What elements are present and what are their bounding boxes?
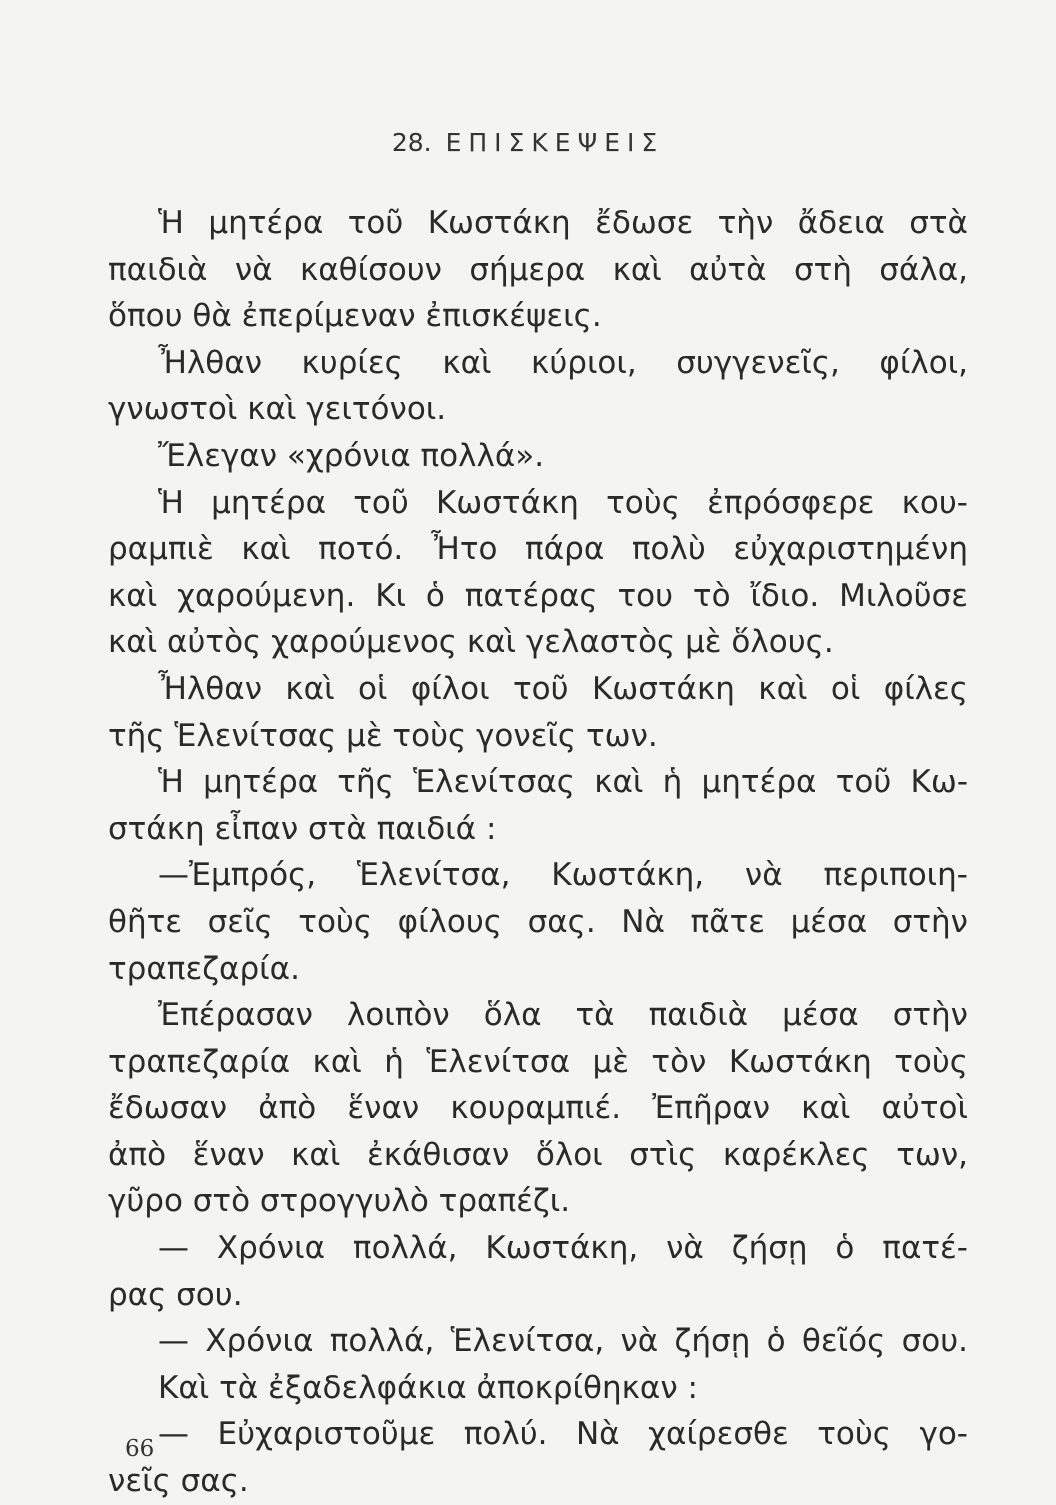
chapter-title: ΕΠΙΣΚΕΨΕΙΣ xyxy=(445,128,665,157)
text-line: ἀπὸ ἕναν καὶ ἐκάθισαν ὅλοι στὶς καρέκλες των, xyxy=(108,1136,968,1173)
text-line: παιδιὰ νὰ καθίσουν σήμερα καὶ αὐτὰ στὴ σάλα, xyxy=(108,251,968,288)
text-line: ὅπου θὰ ἐπερίμεναν ἐπισκέψεις. xyxy=(108,298,602,335)
chapter-number: 28. xyxy=(391,128,432,157)
chapter-heading xyxy=(0,128,1056,157)
text-line: γῦρο στὸ στρογγυλὸ τραπέζι. xyxy=(108,1183,571,1220)
text-line: —Ἐμπρός, Ἑλενίτσα, Κωστάκη, νὰ περιποιη- xyxy=(158,857,968,894)
text-line: καὶ χαρούμενη. Κι ὁ πατέρας του τὸ ἴδιο. Μιλοῦσε xyxy=(108,577,968,614)
text-line: — Χρόνια πολλά, Κωστάκη, νὰ ζήσῃ ὁ πατέ- xyxy=(158,1230,968,1267)
body-text xyxy=(108,200,968,1505)
text-line: γνωστοὶ καὶ γειτόνοι. xyxy=(108,391,447,428)
text-line: — Εὐχαριστοῦμε πολύ. Νὰ χαίρεσθε τοὺς γο- xyxy=(158,1416,968,1453)
text-line: Ἡ μητέρα τοῦ Κωστάκη ἔδωσε τὴν ἄδεια στὰ xyxy=(158,205,968,241)
text-line: Ἡ μητέρα τοῦ Κωστάκη τοὺς ἐπρόσφερε κου- xyxy=(158,484,968,521)
text-line: τῆς Ἑλενίτσας μὲ τοὺς γονεῖς των. xyxy=(108,717,658,754)
text-line: ραμπιὲ καὶ ποτό. Ἦτο πάρα πολὺ εὐχαριστημένη xyxy=(108,531,968,568)
text-line: ἔδωσαν ἀπὸ ἕναν κουραμπιέ. Ἐπῆραν καὶ αὐτοὶ xyxy=(108,1090,968,1127)
text-line: ρας σου. xyxy=(108,1276,243,1313)
text-line: Ἔλεγαν «χρόνια πολλά». xyxy=(158,437,545,474)
text-line: Ἐπέρασαν λοιπὸν ὅλα τὰ παιδιὰ μέσα στὴν xyxy=(158,997,968,1034)
text-line: Καὶ τὰ ἐξαδελφάκια ἀποκρίθηκαν : xyxy=(158,1369,698,1406)
text-line: θῆτε σεῖς τοὺς φίλους σας. Νὰ πᾶτε μέσα στὴν xyxy=(108,903,968,940)
text-line: Ἦλθαν κυρίες καὶ κύριοι, συγγενεῖς, φίλοι, xyxy=(158,344,968,381)
page-number: 66 xyxy=(125,1436,155,1462)
text-line: Ἡ μητέρα τῆς Ἑλενίτσας καὶ ἡ μητέρα τοῦ Κω- xyxy=(158,764,968,801)
text-line: νεῖς σας. xyxy=(108,1463,249,1500)
text-line: τραπεζαρία. xyxy=(108,950,300,987)
text-line: τραπεζαρία καὶ ἡ Ἑλενίτσα μὲ τὸν Κωστάκη τοὺς xyxy=(108,1043,968,1080)
text-line: καὶ αὐτὸς χαρούμενος καὶ γελαστὸς μὲ ὅλους. xyxy=(108,624,834,661)
text-line: — Χρόνια πολλά, Ἑλενίτσα, νὰ ζήσῃ ὁ θεῖός σου. xyxy=(158,1323,968,1360)
text-line: Ἦλθαν καὶ οἱ φίλοι τοῦ Κωστάκη καὶ οἱ φίλες xyxy=(158,670,968,707)
text-line: στάκη εἶπαν στὰ παιδιά : xyxy=(108,810,497,847)
